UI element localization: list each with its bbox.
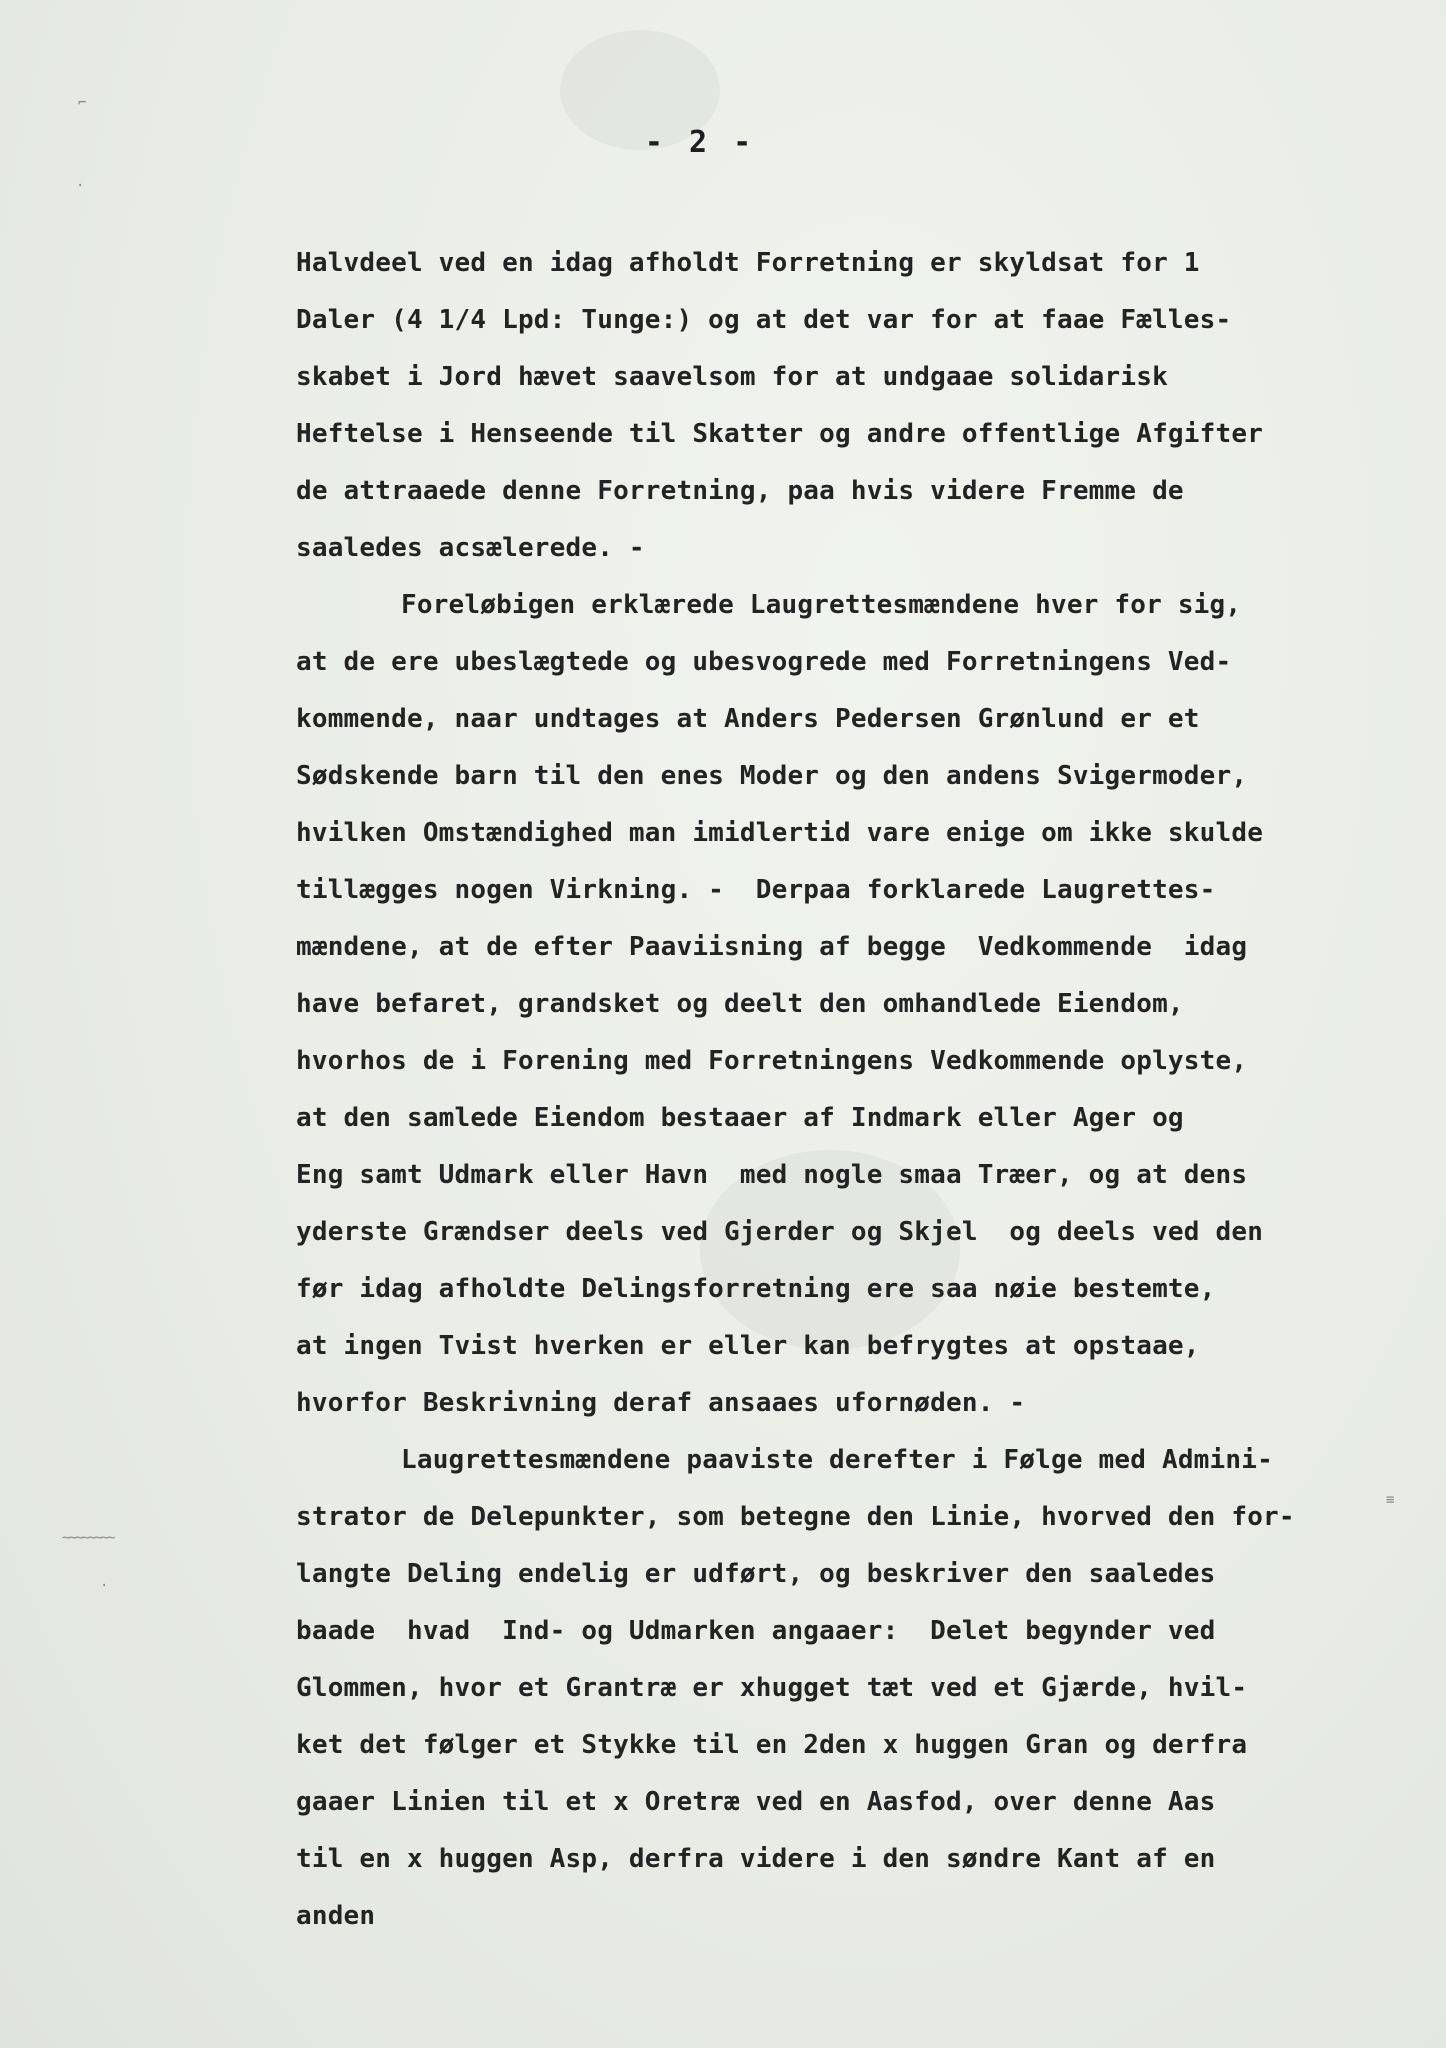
text-line: baade hvad Ind- og Udmarken angaaer: Delet begynder ved — [296, 1616, 1216, 1646]
paragraph — [296, 235, 1376, 577]
text-line: have befaret, grandsket og deelt den omhandlede Eiendom, — [296, 989, 1184, 1019]
page-number: - 2 - — [644, 125, 756, 160]
text-line: strator de Delepunkter, som betegne den Linie, hvorved den for- — [296, 1502, 1295, 1532]
text-line: yderste Grændser deels ved Gjerder og Skjel og deels ved den — [296, 1217, 1264, 1247]
text-line: skabet i Jord hævet saavelsom for at undgaae solidarisk — [296, 362, 1168, 392]
text-line: Daler (4 1/4 Lpd: Tunge:) og at det var for at faae Fælles- — [296, 305, 1232, 335]
text-line: Glommen, hvor et Grantræ er xhugget tæt ved et Gjærde, hvil- — [296, 1673, 1248, 1703]
text-line: Foreløbigen erklærede Laugrettesmændene hver for sig, — [401, 590, 1242, 620]
text-line: at ingen Tvist hverken er eller kan befrygtes at opstaae, — [296, 1331, 1200, 1361]
text-line: anden — [296, 1901, 376, 1931]
paragraph — [296, 577, 1376, 1432]
text-line: kommende, naar undtages at Anders Pedersen Grønlund er et — [296, 704, 1200, 734]
text-line: at den samlede Eiendom bestaaer af Indmark eller Ager og — [296, 1103, 1184, 1133]
text-line: hvorhos de i Forening med Forretningens Vedkommende oplyste, — [296, 1046, 1248, 1076]
text-line: Laugrettesmændene paaviste derefter i Følge med Admini- — [401, 1445, 1273, 1475]
text-line: Heftelse i Henseende til Skatter og andre offentlige Afgifter — [296, 419, 1264, 449]
text-line: mændene, at de efter Paaviisning af begge Vedkommende idag — [296, 932, 1248, 962]
margin-mark: ≡ — [1386, 1492, 1395, 1508]
text-line: at de ere ubeslægtede og ubesvogrede med Forretningens Ved- — [296, 647, 1232, 677]
text-line: Eng samt Udmark eller Havn med nogle smaa Træer, og at dens — [296, 1160, 1248, 1190]
text-line: tillægges nogen Virkning. - Derpaa forklarede Laugrettes- — [296, 875, 1216, 905]
text-line: de attraaede denne Forretning, paa hvis videre Fremme de — [296, 476, 1184, 506]
text-line: hvilken Omstændighed man imidlertid vare enige om ikke skulde — [296, 818, 1264, 848]
margin-mark: ~~~~~~~~ — [62, 1530, 114, 1546]
text-line: Sødskende barn til den enes Moder og den andens Svigermoder, — [296, 761, 1248, 791]
text-line: gaaer Linien til et x Oretræ ved en Aasfod, over denne Aas — [296, 1787, 1216, 1817]
text-line: ket det følger et Stykke til en 2den x huggen Gran og derfra — [296, 1730, 1248, 1760]
margin-mark: · — [76, 178, 85, 194]
text-line: til en x huggen Asp, derfra videre i den søndre Kant af en — [296, 1844, 1216, 1874]
text-line: hvorfor Beskrivning deraf ansaaes ufornøden. - — [296, 1388, 1026, 1418]
text-line: Halvdeel ved en idag afholdt Forretning er skyldsat for 1 — [296, 248, 1200, 278]
margin-mark: · — [100, 1578, 109, 1594]
margin-mark: ⌐ — [78, 95, 87, 111]
text-line: saaledes acsælerede. - — [296, 533, 645, 563]
text-line: langte Deling endelig er udført, og beskriver den saaledes — [296, 1559, 1216, 1589]
document-body — [296, 235, 1376, 1945]
text-line: før idag afholdte Delingsforretning ere saa nøie bestemte, — [296, 1274, 1216, 1304]
paragraph — [296, 1432, 1376, 1945]
